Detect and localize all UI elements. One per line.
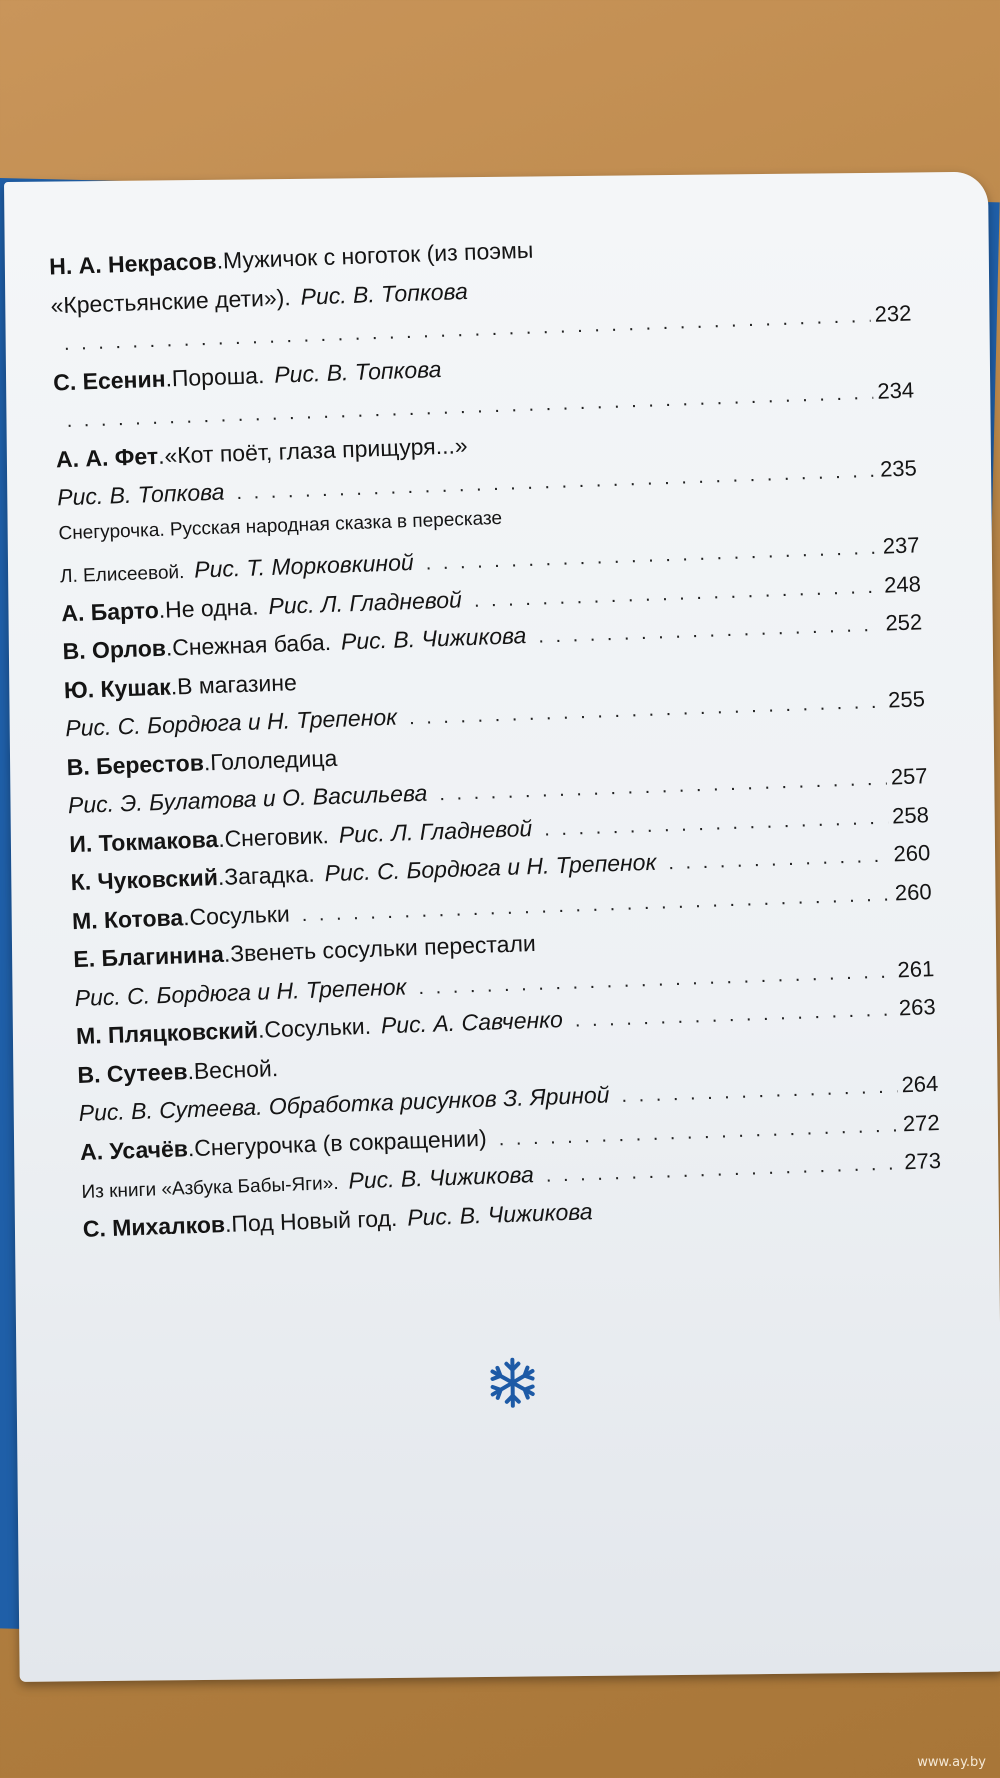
separator: . — [186, 1057, 195, 1084]
separator: . — [170, 672, 178, 700]
leader-dots — [538, 614, 882, 649]
toc-illustrator: Рис. В. Чижикова — [406, 1197, 593, 1231]
toc-illustrator: Рис. Л. Гладневой — [267, 585, 463, 619]
toc-title: В магазине — [176, 668, 298, 699]
toc-page-number: 263 — [898, 994, 937, 1021]
toc-title: Не одна. — [164, 592, 259, 623]
toc-author: В. Берестов — [66, 748, 205, 780]
toc-author: М. Котова — [71, 903, 184, 934]
toc-illustrator: Рис. Т. Морковкиной — [193, 548, 415, 583]
toc-title: Весной. — [193, 1054, 279, 1084]
toc-author: С. Михалков — [82, 1210, 226, 1242]
toc-illustrator: Рис. В. Сутеева. Обработка рисунков З. Яриной — [78, 1081, 610, 1127]
snowflake-icon — [486, 1356, 539, 1409]
toc-illustrator: Рис. В. Топкова — [56, 478, 225, 511]
toc-page-number: 252 — [885, 609, 923, 636]
toc-author: А. Усачёв — [79, 1134, 189, 1165]
separator: . — [187, 1134, 195, 1161]
toc-page-number: 232 — [874, 300, 912, 327]
toc-title: Пороша. — [171, 361, 265, 391]
book-page — [4, 172, 1000, 1682]
toc-author: Ю. Кушак — [63, 673, 172, 703]
toc-page-number: 255 — [887, 686, 926, 713]
leader-dots — [544, 806, 889, 841]
toc-illustrator: Рис. В. Чижикова — [340, 622, 527, 655]
separator: . — [165, 634, 173, 661]
toc-title: Сосульки — [189, 900, 291, 930]
toc-title: Загадка. — [223, 860, 316, 890]
separator: . — [164, 364, 173, 392]
leader-dots — [668, 845, 890, 876]
toc-author: В. Сутеев — [76, 1057, 188, 1088]
toc-page-number: 237 — [882, 532, 920, 559]
separator: . — [158, 596, 166, 623]
separator: . — [217, 863, 225, 891]
toc-page-number: 257 — [890, 763, 928, 790]
toc-title: Л. Елисеевой. — [59, 562, 185, 588]
toc-title: Мужичок с ноготок (из поэмы — [222, 236, 534, 274]
toc-title: «Кот поёт, глаза прищуря...» — [163, 431, 468, 469]
toc-illustrator: Рис. В. Топкова — [300, 277, 469, 310]
toc-page-number: 260 — [893, 840, 931, 867]
separator: . — [224, 1210, 232, 1237]
separator: . — [217, 825, 225, 852]
toc-illustrator: Рис. В. Чижикова — [348, 1161, 535, 1194]
separator: . — [223, 940, 231, 967]
toc-title: Снежная баба. — [171, 628, 332, 661]
toc-author: В. Орлов — [62, 634, 167, 665]
leader-dots — [574, 998, 895, 1032]
toc-author: И. Токмакова — [68, 825, 219, 857]
toc-author: А. А. Фет — [55, 442, 159, 472]
separator: . — [157, 442, 165, 469]
toc-page-number: 273 — [903, 1147, 942, 1175]
toc-page-number: 258 — [891, 801, 930, 828]
toc-title: Сосульки. — [263, 1012, 372, 1043]
leader-dots — [621, 1075, 898, 1108]
toc-author: С. Есенин — [52, 365, 166, 395]
separator: . — [203, 748, 211, 775]
toc-illustrator: Рис. Л. Гладневой — [338, 814, 533, 848]
toc-title: Снеговик. — [224, 821, 330, 852]
toc-title: Снегурочка (в сокращении) — [193, 1124, 488, 1161]
toc-title: Из книги «Азбука Бабы-Яги». — [81, 1172, 339, 1203]
toc-page-number: 234 — [876, 377, 915, 404]
table-of-contents — [49, 224, 943, 1254]
toc-author: Е. Благинина — [72, 940, 225, 973]
toc-author: Н. А. Некрасов — [48, 247, 218, 280]
toc-page-number: 235 — [879, 455, 918, 482]
toc-illustrator: Рис. С. Бордюга и Н. Трепенок — [74, 973, 407, 1011]
toc-page-number: 264 — [901, 1071, 939, 1098]
toc-page-number: 272 — [902, 1109, 941, 1136]
toc-title: Снегурочка. Русская народная сказка в пересказе — [58, 507, 503, 544]
separator: . — [257, 1016, 265, 1043]
toc-author: К. Чуковский — [70, 864, 219, 896]
toc-title: Гололедица — [209, 744, 338, 775]
toc-title: Под Новый год. — [230, 1204, 398, 1237]
separator: . — [216, 247, 224, 274]
separator: . — [182, 903, 190, 930]
toc-illustrator: Рис. Э. Булатова и О. Васильева — [67, 779, 428, 819]
toc-author: А. Барто — [60, 596, 160, 626]
toc-illustrator: Рис. С. Бордюга и Н. Трепенок — [64, 703, 398, 742]
toc-author: М. Пляцковский — [75, 1016, 259, 1050]
toc-title: Звенеть сосульки перестали — [229, 929, 537, 967]
toc-illustrator: Рис. А. Савченко — [380, 1006, 564, 1039]
toc-title: «Крестьянские дети»). — [50, 283, 292, 318]
toc-page-number: 248 — [883, 570, 922, 598]
toc-page-number: 260 — [894, 878, 932, 905]
toc-page-number: 261 — [897, 955, 935, 982]
toc-illustrator: Рис. В. Топкова — [273, 355, 442, 388]
toc-illustrator: Рис. С. Бордюга и Н. Трепенок — [324, 848, 657, 887]
watermark: www.ay.by — [917, 1755, 986, 1770]
